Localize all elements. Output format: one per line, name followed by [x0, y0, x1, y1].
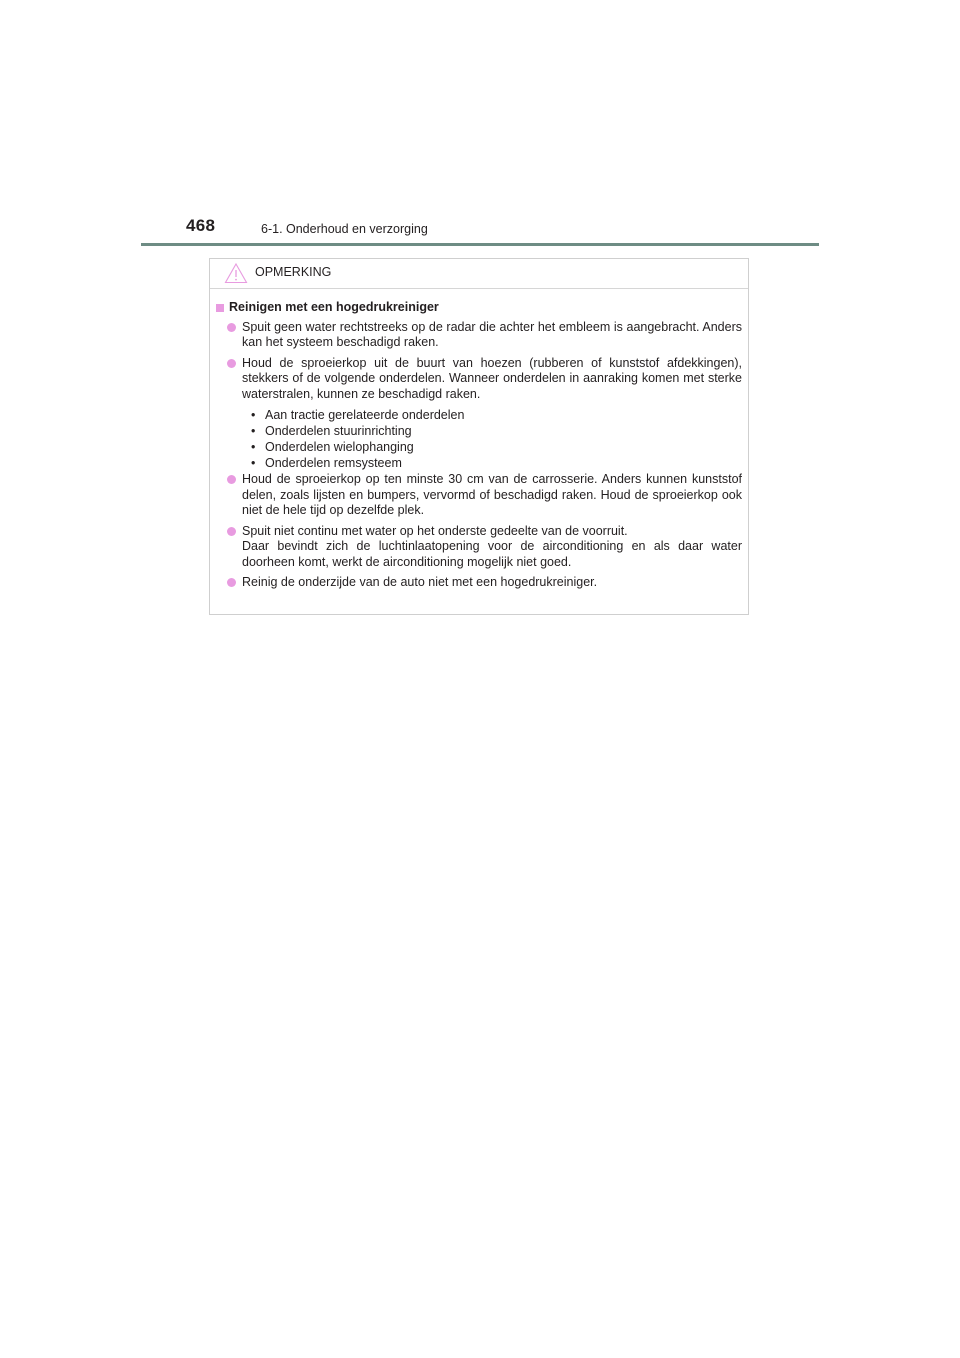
list-item-text: Spuit geen water rechtstreeks op de radar die achter het embleem is aangebracht. Anders kan het systeem beschadigd raken.: [242, 319, 742, 349]
list-item-text-group: [242, 524, 742, 571]
subheading-text: Reinigen met een hogedrukreiniger: [229, 300, 439, 314]
sub-list: [251, 407, 742, 471]
list-item-text: Reinig de onderzijde van de auto niet met een hogedrukreiniger.: [242, 575, 598, 589]
dot-bullet-icon: [227, 475, 236, 484]
notice-body: [210, 289, 748, 591]
sub-bullet: •: [251, 456, 256, 470]
sub-list-item-text: Onderdelen remsysteem: [265, 456, 402, 470]
sub-list-item: [251, 423, 742, 439]
dot-bullet-icon: [227, 527, 236, 536]
warning-triangle-icon: [224, 262, 248, 284]
section-title: 6-1. Onderhoud en verzorging: [261, 222, 428, 236]
list-item: [215, 524, 742, 571]
notice-subheading: [215, 300, 742, 316]
list-item-continuation: Daar bevindt zich de luchtinlaatopening voor de airconditioning en als daar water doorheen komt, werkt de airconditioning mogelijk niet goed.: [242, 539, 742, 569]
sub-list-item: [251, 407, 742, 423]
list-item-text: Houd de sproeierkop uit de buurt van hoezen (rubberen of kunststof afdekkingen), stekkers of de volgende onderdelen. Wanneer onderdelen in aanraking komen met sterke waterstralen, kunnen ze beschadigd raken.: [242, 355, 742, 401]
list-item: [215, 472, 742, 519]
notice-box: [209, 258, 749, 615]
page-number: 468: [186, 216, 216, 235]
sub-list-item: [251, 439, 742, 455]
list-item: [215, 320, 742, 351]
notice-title: OPMERKING: [255, 265, 332, 279]
dot-bullet-icon: [227, 323, 236, 332]
sub-list-item-text: Aan tractie gerelateerde onderdelen: [265, 408, 465, 422]
list-item: [215, 356, 742, 403]
list-item-text: Houd de sproeierkop op ten minste 30 cm van de carrosserie. Anders kunnen kunststof delen, zoals lijsten en bumpers, vervormd of beschadigd raken. Houd de sproeierkop ook niet de hele tijd op dezelfde plek.: [242, 472, 742, 517]
list-item: [215, 575, 742, 591]
sub-list-item-text: Onderdelen wielophanging: [265, 440, 414, 454]
sub-list-item-text: Onderdelen stuurinrichting: [265, 424, 412, 438]
header-rule: [141, 243, 819, 246]
list-item-text: Spuit niet continu met water op het onderste gedeelte van de voorruit.: [242, 523, 628, 538]
sub-bullet: •: [251, 408, 256, 422]
dot-bullet-icon: [227, 578, 236, 587]
notice-header: [210, 259, 748, 289]
square-bullet-icon: [216, 304, 224, 312]
dot-bullet-icon: [227, 359, 236, 368]
sub-bullet: •: [251, 424, 256, 438]
sub-bullet: •: [251, 440, 256, 454]
sub-list-item: [251, 455, 742, 471]
